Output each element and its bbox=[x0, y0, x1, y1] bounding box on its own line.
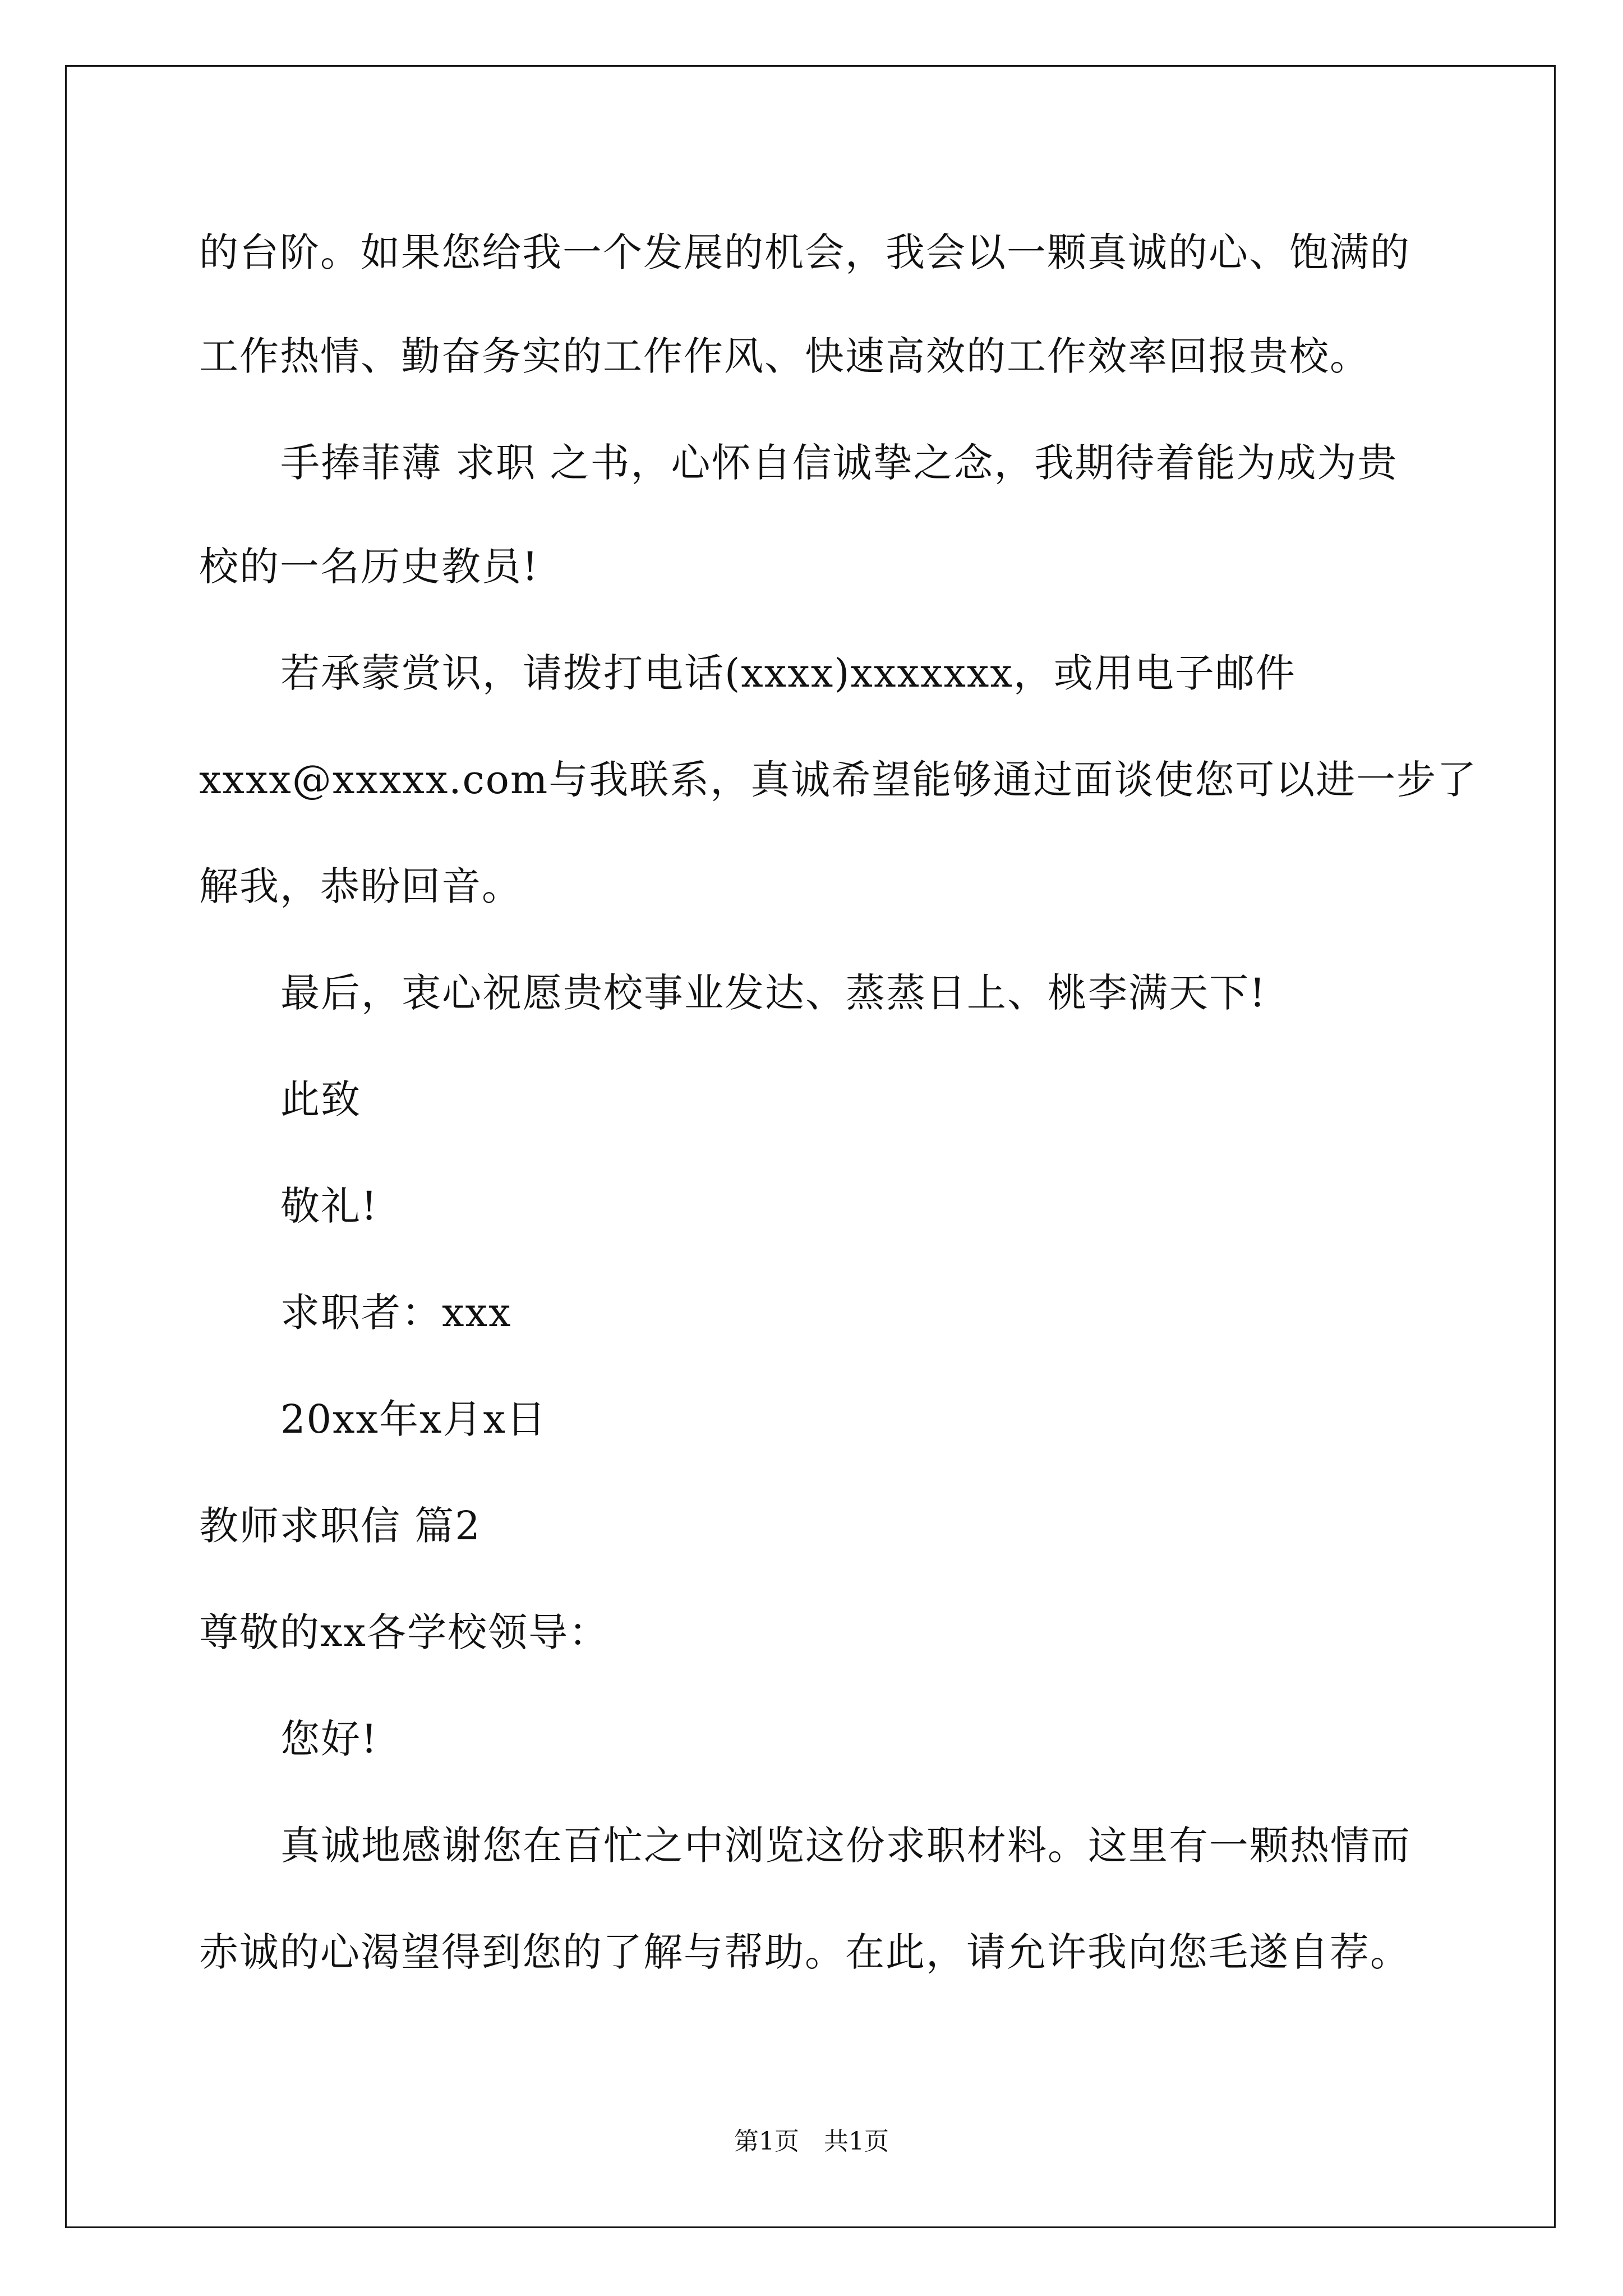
signer: 求职者：xxx bbox=[280, 1290, 512, 1336]
section2-salutation: 尊敬的xx各学校领导： bbox=[199, 1609, 609, 1655]
letter-p1-line2: 工作热情、勤奋务实的工作作风、快速高效的工作效率回报贵校。 bbox=[199, 333, 1370, 379]
page-border bbox=[65, 65, 1556, 2228]
section2-p1-line2: 赤诚的心渴望得到您的了解与帮助。在此，请允许我向您毛遂自荐。 bbox=[199, 1929, 1410, 1975]
letter-p3-line2: xxxx@xxxxx.com与我联系，真诚希望能够通过面谈使您可以进一步了 bbox=[199, 757, 1478, 803]
section2-greeting: 您好! bbox=[280, 1716, 379, 1762]
section2-heading: 教师求职信 篇2 bbox=[199, 1503, 481, 1549]
letter-p2-line1: 手捧菲薄 求职 之书，心怀自信诚挚之念，我期待着能为成为贵 bbox=[280, 440, 1398, 486]
closing-line2: 敬礼! bbox=[280, 1183, 379, 1229]
page-footer: 第1页 共1页 bbox=[734, 2127, 889, 2156]
section2-p1-line1: 真诚地感谢您在百忙之中浏览这份求职材料。这里有一颗热情而 bbox=[280, 1823, 1411, 1869]
letter-p1-line1: 的台阶。如果您给我一个发展的机会，我会以一颗真诚的心、饱满的 bbox=[199, 229, 1410, 275]
letter-p2-line2: 校的一名历史教员! bbox=[199, 544, 540, 590]
date: 20xx年x月x日 bbox=[280, 1396, 547, 1442]
letter-p4: 最后，衷心祝愿贵校事业发达、蒸蒸日上、桃李满天下! bbox=[280, 970, 1267, 1016]
closing-line1: 此致 bbox=[280, 1076, 361, 1122]
letter-p3-line3: 解我，恭盼回音。 bbox=[199, 863, 522, 909]
letter-p3-line1: 若承蒙赏识，请拨打电话(xxxx)xxxxxxx，或用电子邮件 bbox=[280, 650, 1296, 696]
